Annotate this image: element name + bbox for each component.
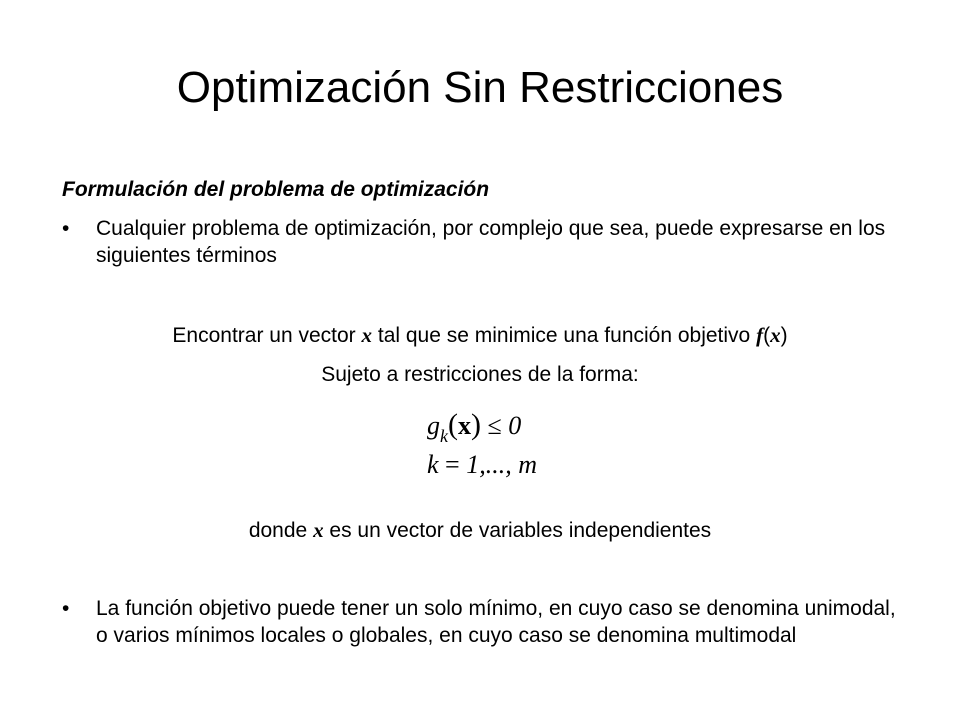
objective-statement xyxy=(0,322,960,349)
formula-x: x xyxy=(458,411,471,440)
bullet-text-1: Cualquier problema de optimización, por complejo que sea, puede expresarse en los siguientes términos xyxy=(96,217,886,267)
note-text-b: es un vector de variables independientes xyxy=(329,519,712,542)
formula-leq: ≤ xyxy=(487,411,502,440)
section-subtitle: Formulación del problema de optimización xyxy=(62,178,490,201)
note-var-x: x xyxy=(313,518,324,542)
formula-range: 1,..., m xyxy=(466,450,537,479)
formula-g: g xyxy=(427,411,440,440)
paren-open: ( xyxy=(763,324,771,347)
bullet-dot: • xyxy=(62,217,70,240)
formula-zero: 0 xyxy=(508,411,522,440)
bullet-item-1 xyxy=(62,215,902,269)
var-f: f xyxy=(756,323,764,347)
formula-line-2 xyxy=(427,450,537,480)
note-text-a: donde xyxy=(248,519,308,542)
formula-k-sub: k xyxy=(440,426,448,446)
formula-k: k xyxy=(427,450,439,479)
bullet-item-2 xyxy=(62,595,902,649)
slide-title: Optimización Sin Restricciones xyxy=(176,63,784,112)
formula-rparen: ) xyxy=(471,408,481,441)
objective-text-b: tal que se minimice una función objetivo xyxy=(377,324,751,347)
formula-lparen: ( xyxy=(448,408,458,441)
bullet-text-2: La función objetivo puede tener un solo mínimo, en cuyo caso se denomina unimodal, o varios mínimos locales o globales, en cuyo caso se denomina multimodal xyxy=(96,597,896,647)
paren-close: ) xyxy=(780,324,788,347)
var-x: x xyxy=(361,323,373,347)
formula-line-1 xyxy=(427,408,522,446)
bullet-dot: • xyxy=(62,597,70,620)
variable-note xyxy=(0,517,960,544)
objective-text-a: Encontrar un vector xyxy=(172,324,356,347)
var-x-arg: x xyxy=(770,323,781,347)
formula-eq: = xyxy=(445,450,460,479)
constraint-intro: Sujeto a restricciones de la forma: xyxy=(321,363,639,386)
constraint-formula xyxy=(427,406,587,490)
